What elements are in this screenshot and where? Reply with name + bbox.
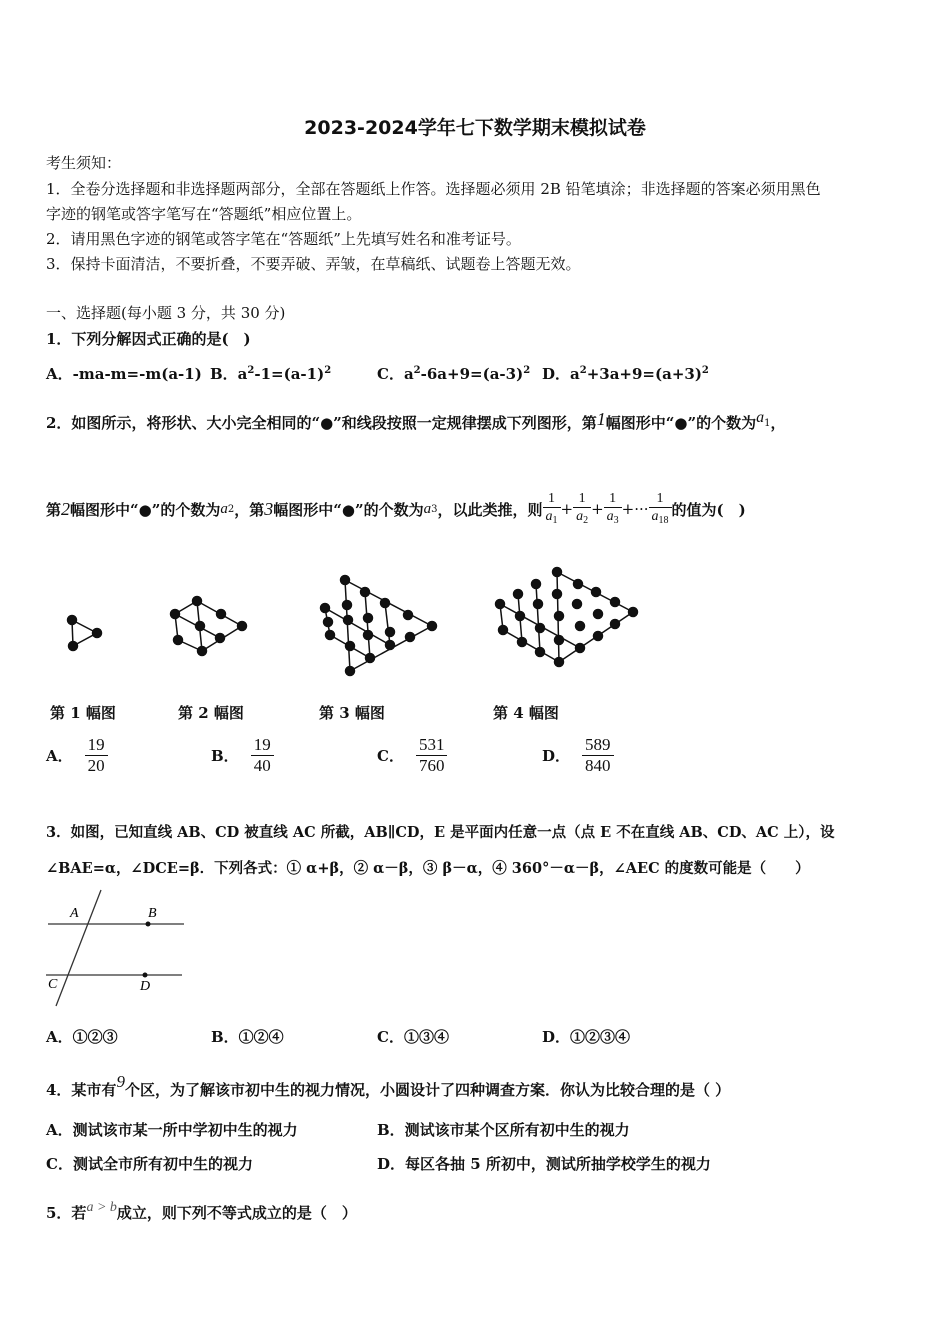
notice-heading: 考生须知： [46, 154, 122, 172]
q2-option-d[interactable]: D． $\frac{589}{840}$ [542, 735, 614, 776]
q2-option-c[interactable]: C． $\frac{531}{760}$ [377, 735, 447, 776]
figure-caption-3: 第 3 幅图 [319, 704, 385, 722]
section-heading: 一、选择题(每小题 3 分，共 30 分) [46, 304, 286, 322]
figure-2 [171, 597, 247, 656]
label-b: B [148, 906, 157, 921]
q3-option-c[interactable]: C．①③④ [377, 1028, 449, 1046]
q2-option-a[interactable]: A． $\frac{19}{20}$ [46, 735, 108, 776]
q2-stem-line-2: 第 2 幅图形中“●”的个数为 a 2 ，第 3 幅图形中“●”的个数为 a 3 ，以此类推，则 $\frac{1}{a_1}$ + $\frac{1}{a_2}$ + $\frac{1}{a_3}$ +··· $\frac{1}{a_{18}}$ 的值为( ) [46, 485, 746, 533]
q4-option-b[interactable]: B．测试该市某个区所有初中生的视力 [377, 1121, 630, 1139]
q1-option-a[interactable]: A．-ma-m=-m(a-1) [46, 365, 202, 383]
label-c: C [48, 977, 58, 992]
notice-line-2: 2．请用黑色字迹的钢笔或答字笔在“答题纸”上先填写姓名和准考证号。 [46, 230, 521, 248]
q3-option-a[interactable]: A．①②③ [46, 1028, 118, 1046]
q3-option-b[interactable]: B．①②④ [211, 1028, 284, 1046]
q3-stem-line-2: ∠BAE=α，∠DCE=β．下列各式：① α+β，② α－β，③ β－α，④ 360°－α－β，∠AEC 的度数可能是（ ） [46, 860, 810, 877]
figure-caption-2: 第 2 幅图 [178, 704, 244, 722]
figure-caption-1: 第 1 幅图 [50, 704, 116, 722]
figure-3 [321, 576, 437, 676]
figure-4 [496, 568, 638, 667]
q1-option-b[interactable]: B．$a^2-1=(a-1)^2$ [210, 365, 332, 383]
q1-option-c[interactable]: C．$a^2-6a+9=(a-3)^2$ [377, 365, 531, 383]
q4-option-c[interactable]: C．测试全市所有初中生的视力 [46, 1155, 253, 1173]
figure-1 [68, 616, 102, 651]
point-b [146, 922, 151, 927]
q1-option-d[interactable]: D．$a^2+3a+9=(a+3)^2$ [542, 365, 709, 383]
point-d [143, 973, 148, 978]
q1-stem: 1．下列分解因式正确的是( ) [46, 330, 251, 348]
q2-sum-expression: $\frac{1}{a_1}$ + $\frac{1}{a_2}$ + $\frac{1}{a_3}$ +··· $\frac{1}{a_{18}}$ [543, 490, 672, 529]
figure-caption-4: 第 4 幅图 [493, 704, 559, 722]
notice-line-3: 3．保持卡面清洁，不要折叠，不要弄破、弄皱，在草稿纸、试题卷上答题无效。 [46, 255, 581, 273]
q5-stem: 5．若a > b成立，则下列不等式成立的是（ ） [46, 1200, 357, 1222]
q3-parallel-lines-diagram [44, 886, 194, 1008]
q2-dot-figures [40, 560, 660, 690]
q2-option-b[interactable]: B． $\frac{19}{40}$ [211, 735, 274, 776]
label-d: D [140, 979, 151, 994]
q3-stem-line-1: 3．如图，已知直线 AB、CD 被直线 AC 所截，AB∥CD，E 是平面内任意一点（点 E 不在直线 AB、CD、AC 上），设 [46, 824, 835, 841]
q4-option-d[interactable]: D．每区各抽 5 所初中，测试所抽学校学生的视力 [377, 1155, 711, 1173]
q2-stem-line-1: 2．如图所示，将形状、大小完全相同的“●”和线段按照一定规律摆成下列图形，第1幅图形中“●”的个数为$a^1$， [46, 409, 786, 432]
page-title: 2023-2024学年七下数学期末模拟试卷 [304, 117, 646, 139]
notice-line-1b: 字迹的钢笔或答字笔写在“答题纸”相应位置上。 [46, 205, 362, 223]
q5-inequality: a > b [86, 1200, 117, 1215]
notice-line-1: 1．全卷分选择题和非选择题两部分，全部在答题纸上作答。选择题必须用 2B 铅笔填涂；非选择题的答案必须用黑色 [46, 180, 821, 198]
q3-option-d[interactable]: D．①②③④ [542, 1028, 631, 1046]
q4-stem: 4．某市有9个区，为了解该市初中生的视力情况，小圆设计了四种调查方案．你认为比较合理的是（ ） [46, 1072, 731, 1099]
q4-option-a[interactable]: A．测试该市某一所中学初中生的视力 [46, 1121, 298, 1139]
label-a: A [70, 906, 79, 921]
